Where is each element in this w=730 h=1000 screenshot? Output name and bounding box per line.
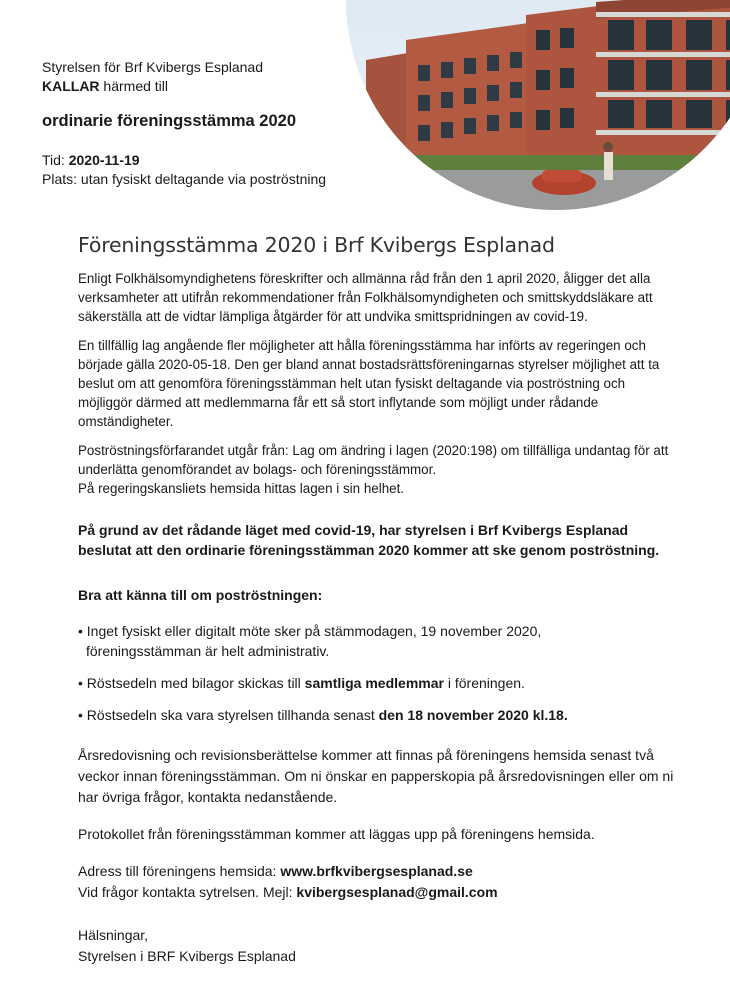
- bullet-item-1: [78, 621, 678, 661]
- header-line-1: Styrelsen för Brf Kvibergs Esplanad: [42, 59, 263, 75]
- email-link[interactable]: kvibergsesplanad@gmail.com: [296, 884, 498, 900]
- meeting-title: ordinarie föreningsstämma 2020: [42, 112, 297, 130]
- place-line: Plats: utan fysiskt deltagande via poströstning: [42, 171, 327, 187]
- date-value: 2020-11-19: [68, 152, 140, 168]
- contact-block: [78, 861, 678, 903]
- greeting: Hälsningar,: [78, 927, 149, 943]
- bullet-3-text-b: den 18 november 2020 kl.18.: [378, 707, 568, 723]
- info-subheading: Bra att känna till om poströstningen:: [78, 587, 323, 603]
- bullet-1-text: • Inget fysiskt eller digitalt möte sker på stämmodagen, 19 november 2020,: [78, 623, 542, 639]
- bullet-1-continuation: föreningsstämman är helt administrativ.: [86, 643, 330, 659]
- main-content: [78, 233, 678, 983]
- bullet-2-text-c: i föreningen.: [443, 675, 525, 691]
- decision-paragraph: På grund av det rådande läget med covid-19, har styrelsen i Brf Kvibergs Esplanad beslutat att den ordinarie föreningsstämman 2020 kommer att ske genom poströstning.: [78, 522, 660, 558]
- signature: Styrelsen i BRF Kvibergs Esplanad: [78, 948, 296, 964]
- address-label: Adress till föreningens hemsida:: [78, 863, 281, 879]
- date-label: Tid:: [42, 152, 69, 168]
- main-heading: Föreningsstämma 2020 i Brf Kvibergs Esplanad: [78, 233, 555, 257]
- paragraph-5: Protokollet från föreningsstämman kommer att läggas upp på föreningens hemsida.: [78, 826, 595, 842]
- paragraph-1: Enligt Folkhälsomyndighetens föreskrifter och allmänna råd från den 1 april 2020, åligger det alla verksamheter att utifrån rekommendationer från Folkhälsomyndigheten och smittskyddsläkare att säkerställa att de vidtar lämpliga åtgärder för att undvika smittspridningen av covid-19.: [78, 271, 653, 324]
- bullet-item-2: [78, 673, 678, 693]
- paragraph-3a: Poströstningsförfarandet utgår från: Lag om ändring i lagen (2020:198) om tillfälliga undantag för att underlätta genomförandet av bolags- och föreningsstämmor.: [78, 443, 669, 477]
- kallar-word: KALLAR: [42, 78, 100, 94]
- header-line-2: [42, 77, 372, 96]
- bullet-2-text-a: • Röstsedeln med bilagor skickas till: [78, 675, 305, 691]
- paragraph-3b: På regeringskansliets hemsida hittas lagen i sin helhet.: [78, 481, 405, 496]
- date-line: [42, 151, 372, 170]
- paragraph-3: [78, 441, 678, 498]
- building-illustration: [346, 0, 730, 210]
- bullet-2-text-b: samtliga medlemmar: [304, 675, 444, 691]
- signoff-block: [78, 925, 678, 967]
- bullet-item-3: [78, 705, 678, 725]
- bullet-3-text-a: • Röstsedeln ska vara styrelsen tillhanda senast: [78, 707, 379, 723]
- paragraph-2: En tillfällig lag angående fler möjligheter att hålla föreningsstämma har införts av regeringen och började gälla 2020-05-18. Den ger bland annat bostadsrättsföreningarnas styrelser möjlighet att ta beslut om att genomföra föreningsstämman helt utan fysiskt deltagande via poströstning och möjliggör därmed att medlemmarna får ett så stort inflytande som möjligt under rådande omständigheter.: [78, 338, 660, 429]
- website-link[interactable]: www.brfkvibergsesplanad.se: [280, 863, 473, 879]
- mail-label: Vid frågor kontakta sytrelsen. Mejl:: [78, 884, 297, 900]
- building-photo: [346, 0, 730, 210]
- header-block: [42, 58, 372, 189]
- paragraph-4: Årsredovisning och revisionsberättelse kommer att finnas på föreningens hemsida senast två veckor innan föreningsstämman. Om ni önskar en papperskopia på årsredovisningen eller om ni har övriga frågor, kontakta nedanstående.: [78, 747, 674, 805]
- kallar-rest: härmed till: [99, 78, 169, 94]
